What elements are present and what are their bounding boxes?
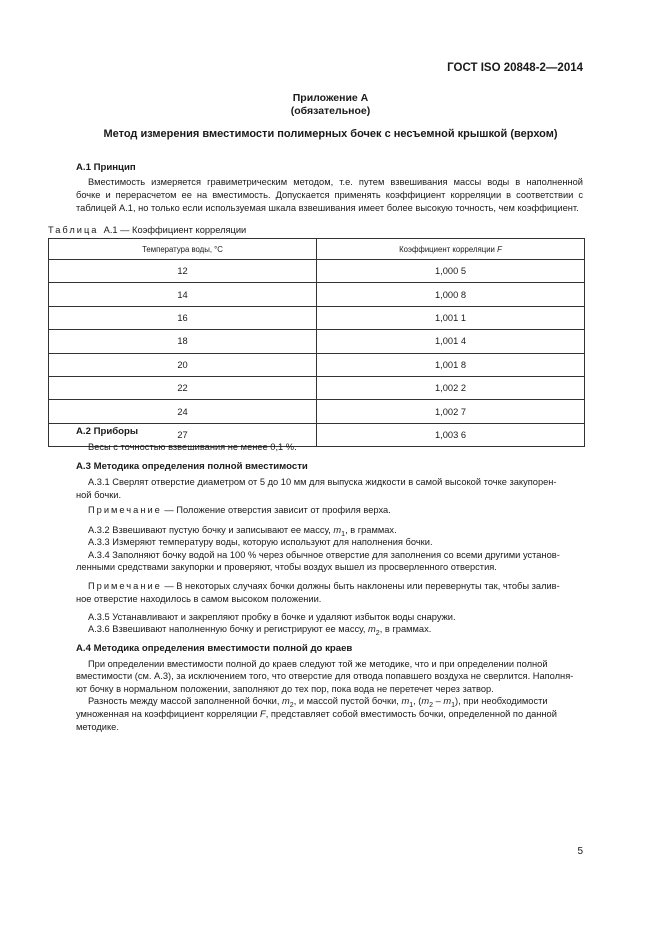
a35: А.3.5 Устанавливают и закрепляют пробку в бочке и удаляют избыток воды снаружи. xyxy=(88,612,456,622)
cell-temperature: 27 xyxy=(49,423,317,446)
a36-sub: 2 xyxy=(375,629,380,637)
section-a3-heading: А.3 Методика определения полной вместимости xyxy=(76,461,308,472)
col-header-coefficient-var: F xyxy=(497,244,502,254)
a4-p2-line-3: методике. xyxy=(76,722,119,732)
cell-coefficient: 1,003 6 xyxy=(317,423,585,446)
a1-line-3: таблицей А.1, но только если используемая шкала взвешивания имеет более высокую точность, чем коэффициент. xyxy=(76,203,579,213)
correlation-table xyxy=(48,238,585,447)
annex-heading: Метод измерения вместимости полимерных бочек с несъемной крышкой (верхом) xyxy=(103,128,558,140)
cell-temperature: 14 xyxy=(49,283,317,306)
table-header-row xyxy=(49,239,585,260)
var-m: m xyxy=(282,696,290,706)
cell-coefficient: 1,000 5 xyxy=(317,260,585,283)
page-number: 5 xyxy=(577,846,583,857)
a32-sub: 1 xyxy=(341,530,346,538)
note-2-line-1 xyxy=(88,580,595,593)
a1-line-2: бочке и перерасчетом ее на вместимость. Допускается применять коэффициент корреляции в соответствии с xyxy=(76,190,583,200)
a34-line-1: А.3.4 Заполняют бочку водой на 100 % через обычное отверстие для заполнения со всеми другими установ- xyxy=(88,550,560,560)
note-1 xyxy=(88,504,595,517)
cell-temperature: 22 xyxy=(49,376,317,399)
a4-p2-line-2 xyxy=(76,708,583,721)
a4-p1-line-3: ют бочку в нормальном положении, заполняют до тех пор, пока вода не перетечет через затвор. xyxy=(76,684,494,694)
section-a4-heading: А.4 Методика определения вместимости полной до краев xyxy=(76,643,353,654)
a4-p2-b: , и массой пустой бочки, xyxy=(293,696,402,706)
table-caption xyxy=(48,225,246,235)
a33: А.3.3 Измеряют температуру воды, которую используют для наполнения бочки. xyxy=(88,537,433,547)
sub-1: 1 xyxy=(451,701,456,709)
var-m: m xyxy=(421,696,430,706)
annex-title: Приложение А xyxy=(292,92,369,104)
note-1-word: Примечание xyxy=(88,505,162,515)
var-m: m xyxy=(401,696,410,706)
note-2-text: — В некоторых случаях бочки должны быть наклонены или перевернуты так, чтобы залив- xyxy=(161,581,560,591)
table-row xyxy=(49,306,585,329)
a31-line-2: ной бочки. xyxy=(76,490,122,500)
table-caption-text: А.1 — Коэффициент корреляции xyxy=(103,225,247,235)
cell-temperature: 20 xyxy=(49,353,317,376)
a32-text: А.3.2 Взвешивают пустую бочку и записывают ее массу, xyxy=(88,525,334,535)
a4-p2-line2-b: , представляет собой вместимость бочки, определенной по данной xyxy=(265,709,557,719)
var-f: F xyxy=(260,709,266,719)
table-row xyxy=(49,376,585,399)
sub-1: 1 xyxy=(409,701,414,709)
cell-coefficient: 1,002 2 xyxy=(317,376,585,399)
cell-temperature: 12 xyxy=(49,260,317,283)
a4-p2-a: Разность между массой заполненной бочки, xyxy=(88,696,283,706)
cell-temperature: 16 xyxy=(49,306,317,329)
note-1-text: — Положение отверстия зависит от профиля верха. xyxy=(161,505,391,515)
a4-p2-e: ), при необходимости xyxy=(455,696,548,706)
table-row xyxy=(49,283,585,306)
cell-coefficient: 1,001 4 xyxy=(317,330,585,353)
a4-p2-line2-a: умноженная на коэффициент корреляции xyxy=(76,709,261,719)
table-row xyxy=(49,260,585,283)
table-caption-word: Таблица xyxy=(48,225,99,235)
col-header-coefficient-text: Коэффициент корреляции xyxy=(399,244,498,254)
cell-coefficient: 1,000 8 xyxy=(317,283,585,306)
a31-line-1: А.3.1 Сверлят отверстие диаметром от 5 до 10 мм для выпуска жидкости в самой высокой точке закупорен- xyxy=(88,477,557,487)
standard-designation: ГОСТ ISO 20848-2—2014 xyxy=(447,62,583,74)
a4-p2-d: – xyxy=(433,696,444,706)
cell-temperature: 18 xyxy=(49,330,317,353)
table-row xyxy=(49,400,585,423)
section-a1-heading: А.1 Принцип xyxy=(76,162,136,173)
a2-text: Весы с точностью взвешивания не менее 0,1 %. xyxy=(88,442,297,452)
var-m: m xyxy=(443,696,452,706)
a32-var: m xyxy=(333,525,342,535)
cell-coefficient: 1,002 7 xyxy=(317,400,585,423)
a36-var: m xyxy=(368,624,376,634)
note-2-word: Примечание xyxy=(88,581,162,591)
cell-temperature: 24 xyxy=(49,400,317,423)
a36-text: А.3.6 Взвешивают наполненную бочку и регистрируют ее массу, xyxy=(88,624,369,634)
cell-coefficient: 1,001 1 xyxy=(317,306,585,329)
a1-line-1: Вместимость измеряется гравиметрическим методом, т.е. путем взвешивания массы воды в наполненной xyxy=(88,177,583,187)
a36 xyxy=(88,623,595,641)
a4-p1-line-1: При определении вместимости полной до краев следуют той же методике, что и при определении полной xyxy=(88,659,548,669)
col-header-temperature: Температура воды, °С xyxy=(49,239,317,260)
note-2-line-2: ное отверстие находилось в самом высоком положении. xyxy=(76,594,322,604)
sub-2: 2 xyxy=(289,701,294,709)
annex-status: (обязательное) xyxy=(290,105,371,117)
cell-coefficient: 1,001 8 xyxy=(317,353,585,376)
a4-p2-c: , ( xyxy=(413,696,422,706)
a34-line-2: ленными средствами закупорки и проверяют, чтобы воздух вышел из просверленного отверстия. xyxy=(76,562,497,572)
col-header-coefficient xyxy=(317,239,585,260)
section-a2-heading: А.2 Приборы xyxy=(76,426,139,437)
table-row xyxy=(49,330,585,353)
a32-end: , в граммах. xyxy=(345,525,397,535)
a36-end: , в граммах. xyxy=(379,624,432,634)
table-row xyxy=(49,353,585,376)
a4-p1-line-2: вместимости (см. А.3), за исключением того, что отверстие для отвода попавшего воздуха не сверлится. Наполня- xyxy=(76,671,574,681)
sub-2: 2 xyxy=(429,701,434,709)
